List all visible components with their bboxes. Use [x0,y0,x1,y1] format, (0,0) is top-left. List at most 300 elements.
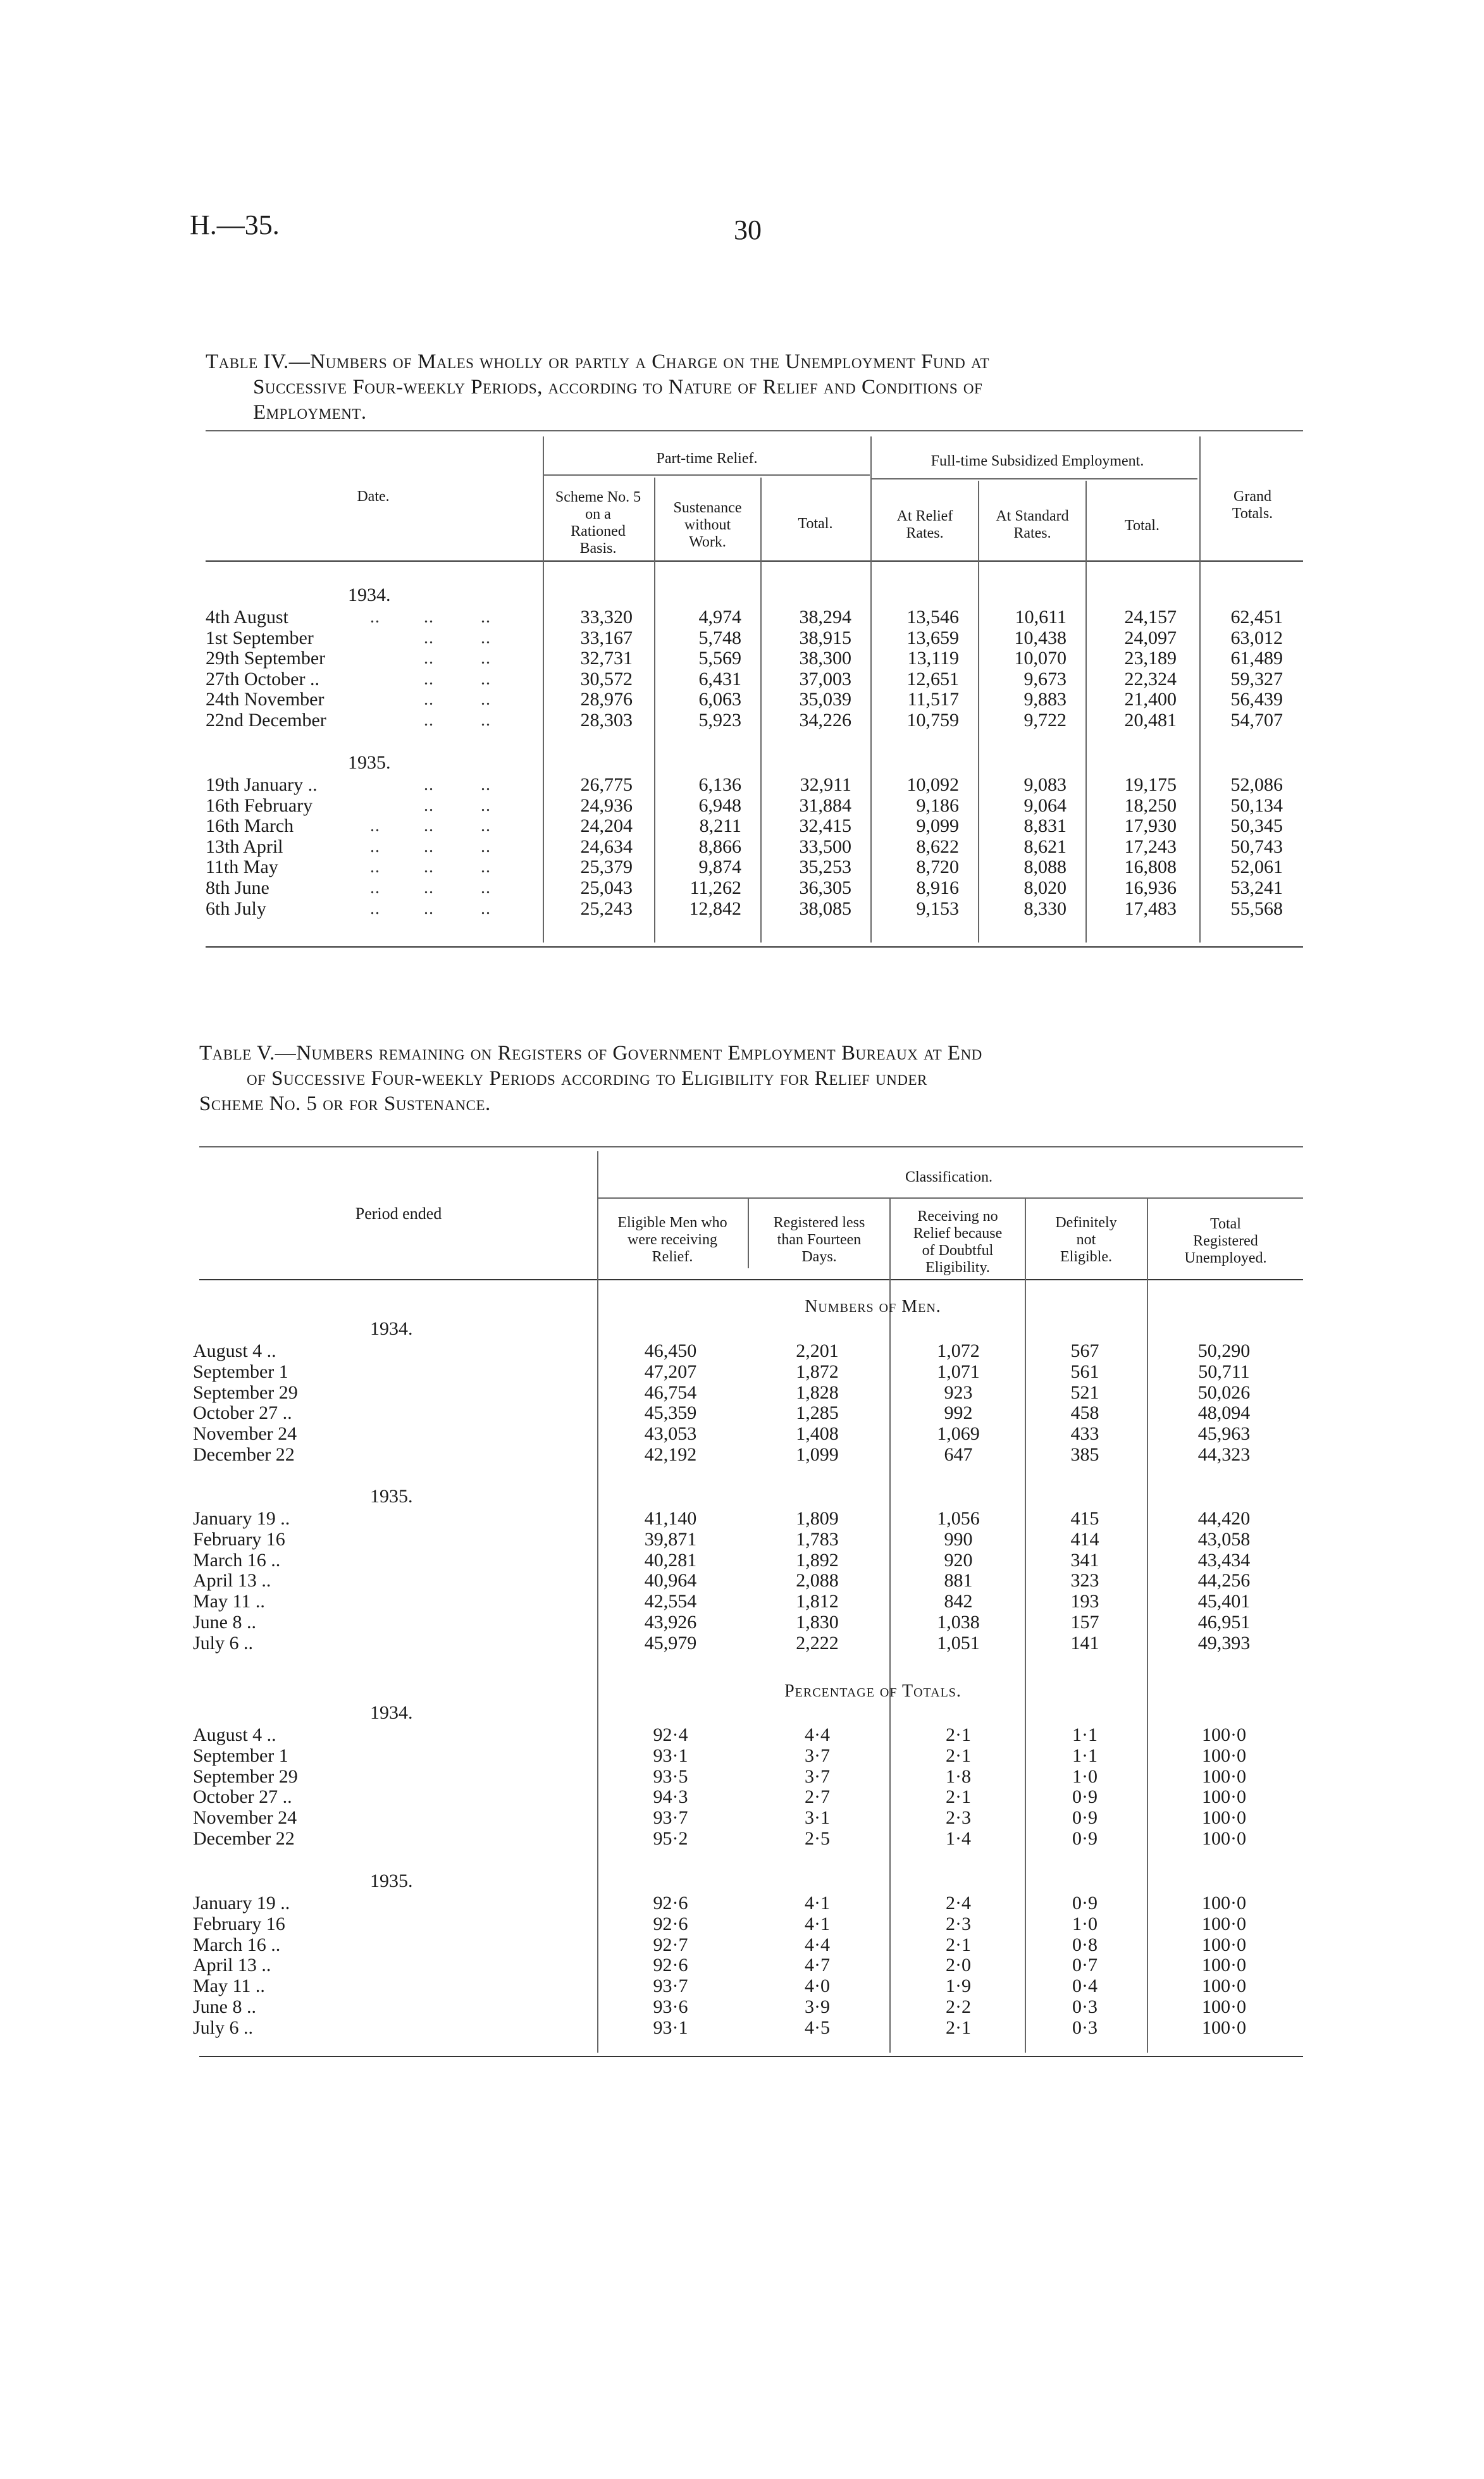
table4-cell: 12,651 [906,668,959,689]
table4-cell: 10,759 [906,710,959,731]
table4-cell: 33,320 [580,607,633,627]
table4-header-rule [206,560,1303,562]
table4-cell: 6,136 [698,774,741,795]
table4-row-leader: .. [424,775,434,794]
table4-cell: 61,489 [1230,648,1283,669]
table5-cell: 45,359 [644,1402,697,1424]
table5-cell: 2·5 [805,1828,830,1849]
table4-row-date: 16th February [206,794,313,816]
table5-cell: 92·6 [653,1913,688,1934]
table4-cell: 11,262 [689,877,741,898]
table4-cell: 8,831 [1023,815,1067,837]
table5-cell: 39,871 [644,1528,697,1550]
table4-cell: 62,451 [1230,607,1283,627]
table5-cell: 4·4 [805,1934,830,1955]
table4-header-relief-rates: At Relief Rates. [896,508,953,541]
table5-cell: 0·9 [1072,1893,1098,1913]
table5-cell: 2·3 [946,1913,971,1934]
table4-row-date: 13th April [206,836,283,857]
table5-cell: 93·7 [653,1975,688,1997]
table4-cell: 25,243 [580,898,633,919]
table5-cell: 43,926 [644,1612,697,1633]
table5-cell: 0·7 [1072,1955,1098,1976]
table5-cell: 43,058 [1197,1528,1251,1550]
table5-cell: 1,038 [937,1612,980,1633]
table5-row-period: September 1 [193,1745,288,1766]
table4-cell: 28,976 [580,689,633,710]
table5-cell: 43,053 [644,1423,697,1445]
table5-cell: 43,434 [1197,1549,1251,1571]
table5-cell: 1,051 [937,1632,980,1654]
table5-cell: 92·6 [653,1893,688,1913]
table5-row-period: September 1 [193,1361,288,1382]
table5-cell: 100·0 [1202,1765,1246,1787]
table4-header-date: Date. [357,488,390,505]
table5-cell: 100·0 [1202,2017,1246,2038]
table5-cell: 567 [1070,1340,1099,1361]
table5-cell: 1,783 [796,1528,839,1550]
table4-cell: 8,330 [1023,898,1067,919]
table5-row-period: May 11 .. [193,1975,265,1997]
table4-cell: 8,916 [916,877,959,898]
table5-row-period: September 29 [193,1382,298,1403]
table4-cell: 9,153 [916,898,959,919]
table5-cell: 1,872 [796,1361,839,1382]
table5-row-period: February 16 [193,1528,285,1550]
table5-row-period: July 6 .. [193,2017,254,2038]
table4-title: Table IV.—Numbers of Males wholly or partly a Charge on the Unemployment Fund at Successive Four-weekly Periods, according to Nature of Relief and Conditions of Employment. [206,350,990,424]
table5-cell: 42,554 [644,1591,697,1612]
table4-row-leader: .. [481,816,491,836]
table5-cell: 4·1 [805,1913,830,1934]
table5-cell: 0·4 [1072,1975,1098,1997]
table5-cell: 4·4 [805,1724,830,1745]
table4-row-date: 4th August [206,607,288,627]
table5-cell: 1·1 [1072,1745,1098,1766]
table5-cell: 842 [944,1591,973,1612]
table4-row-leader: .. [370,857,380,877]
table4-header-standard-rates: At Standard Rates. [996,508,1069,541]
table5-cell: 341 [1070,1549,1099,1571]
table4-cell: 25,379 [580,856,633,878]
table5-cell: 1,830 [796,1612,839,1633]
table5-cell: 2·3 [946,1807,971,1829]
table4-cell: 9,673 [1023,668,1067,689]
table4-cell: 17,483 [1124,898,1177,919]
table4-cell: 59,327 [1230,668,1283,689]
table5-cell: 458 [1070,1402,1099,1424]
table4-cell: 26,775 [580,774,633,795]
table5-cell: 920 [944,1549,973,1571]
table4-cell: 8,622 [916,836,959,857]
table4-cell: 13,659 [906,627,959,648]
table5-row-period: October 27 .. [193,1786,292,1808]
table5-cell: 4·0 [805,1975,830,1997]
table5-cell: 1,071 [937,1361,980,1382]
table5-cell: 41,140 [644,1508,697,1529]
table4-cell: 63,012 [1230,627,1283,648]
table4-cell: 54,707 [1230,710,1283,731]
table4-cell: 9,099 [916,815,959,837]
table5-vline-3 [889,1199,891,2053]
table5-cell: 1·1 [1072,1724,1098,1745]
table4-year-label: 1935. [348,752,391,773]
table5-row-period: August 4 .. [193,1340,276,1361]
table4-cell: 50,134 [1230,794,1283,816]
table4-cell: 19,175 [1124,774,1177,795]
table5-cell: 193 [1070,1591,1099,1612]
table4-cell: 8,720 [916,856,959,878]
table5-cell: 45,979 [644,1632,697,1654]
table4-row-date: 19th January .. [206,774,318,795]
table5-cell: 433 [1070,1423,1099,1445]
table4-cell: 8,621 [1023,836,1067,857]
table4-header-total1: Total. [798,516,833,532]
table4-cell: 13,546 [906,607,959,627]
table5-cell: 3·1 [805,1807,830,1829]
table4-row-leader: .. [424,795,434,815]
table5-cell: 44,256 [1197,1570,1251,1592]
table4-row-leader: .. [370,898,380,918]
table5-cell: 992 [944,1402,973,1424]
table4-cell: 55,568 [1230,898,1283,919]
table4-cell: 6,431 [698,668,741,689]
table5-top-rule [199,1146,1303,1147]
table5-cell: 323 [1070,1570,1099,1592]
table4-row-date: 29th September [206,648,326,669]
table4-cell: 11,517 [907,689,959,710]
table4-cell: 8,088 [1023,856,1067,878]
table5-cell: 414 [1070,1528,1099,1550]
table5-vline-5 [1147,1199,1148,2053]
table4-header-scheme5: Scheme No. 5 on a Rationed Basis. [555,489,641,557]
table4-cell: 4,974 [698,607,741,627]
table5-cell: 2,088 [796,1570,839,1592]
table5-cell: 49,393 [1197,1632,1251,1654]
table5-cell: 93·1 [653,1745,688,1766]
table5-year-label: 1935. [370,1486,413,1507]
table4-cell: 35,039 [799,689,851,710]
table5-cell: 93·6 [653,1996,688,2017]
table4-cell: 31,884 [799,794,851,816]
table5-cell: 923 [944,1382,973,1403]
table5-cell: 45,963 [1197,1423,1251,1445]
table4-row-date: 27th October .. [206,668,319,689]
table4-cell: 38,915 [799,627,851,648]
table5-cell: 44,420 [1197,1508,1251,1529]
table4-row-leader: .. [424,607,434,627]
table5-row-period: July 6 .. [193,1632,254,1654]
table4-row-date: 8th June [206,877,269,898]
table4-top-rule [206,430,1303,431]
table4-cell: 50,345 [1230,815,1283,837]
table5-year-label: 1935. [370,1870,413,1891]
table4-cell: 20,481 [1124,710,1177,731]
table5-vline-4 [1025,1199,1026,2053]
table4-cell: 9,874 [698,856,741,878]
table4-cell: 17,930 [1124,815,1177,837]
table5-section-title: Numbers of Men. [805,1297,941,1316]
table4-cell: 10,438 [1014,627,1067,648]
table4-cell: 9,186 [916,794,959,816]
table4-rule-full-time [872,478,1197,479]
table5-cell: 2·1 [946,1724,971,1745]
table5-cell: 100·0 [1202,1955,1246,1976]
table4-cell: 17,243 [1124,836,1177,857]
table4-cell: 50,743 [1230,836,1283,857]
table5-cell: 100·0 [1202,1893,1246,1913]
table5-cell: 3·7 [805,1765,830,1787]
table5-cell: 4·1 [805,1893,830,1913]
table5-cell: 93·7 [653,1807,688,1829]
table4-cell: 5,569 [698,648,741,669]
table5-cell: 647 [944,1444,973,1465]
table4-row-leader: .. [424,857,434,877]
table4-cell: 33,167 [580,627,633,648]
table4-cell: 25,043 [580,877,633,898]
table5-cell: 1,812 [796,1591,839,1612]
table5-row-period: March 16 .. [193,1934,281,1955]
table4-cell: 8,211 [699,815,741,837]
table5-header-rule [199,1279,1303,1280]
table4-cell: 5,923 [698,710,741,731]
table5-cell: 2·1 [946,1745,971,1766]
table5-cell: 1·8 [946,1765,971,1787]
table5-row-period: November 24 [193,1423,297,1445]
table4-cell: 24,634 [580,836,633,857]
table4-cell: 24,097 [1124,627,1177,648]
table4-cell: 12,842 [689,898,741,919]
table5-cell: 93·1 [653,2017,688,2038]
table5-cell: 1,072 [937,1340,980,1361]
table5-cell: 45,401 [1197,1591,1251,1612]
table4-cell: 38,085 [799,898,851,919]
table5-cell: 521 [1070,1382,1099,1403]
table4-row-leader: .. [424,648,434,669]
table4-row-date: 22nd December [206,710,326,731]
table5-cell: 40,281 [644,1549,697,1571]
table4-cell: 16,936 [1124,877,1177,898]
table5-cell: 4·5 [805,2017,830,2038]
table4-cell: 52,086 [1230,774,1283,795]
table4-bottom-rule [206,946,1303,948]
table4-cell: 30,572 [580,668,633,689]
table5-row-period: January 19 .. [193,1893,290,1913]
table5-cell: 141 [1070,1632,1099,1654]
table4-cell: 8,020 [1023,877,1067,898]
table4-cell: 10,611 [1015,607,1067,627]
table4-cell: 9,064 [1023,794,1067,816]
table4-row-date: 24th November [206,689,325,710]
table5-rule-classification [598,1197,1303,1199]
table5-cell: 4·7 [805,1955,830,1976]
table5-cell: 2·1 [946,2017,971,2038]
table4-row-leader: .. [481,607,491,627]
table5-cell: 0·9 [1072,1807,1098,1829]
table5-row-period: May 11 .. [193,1591,265,1612]
table5-cell: 100·0 [1202,1724,1246,1745]
table5-cell: 47,207 [644,1361,697,1382]
table5-cell: 1,099 [796,1444,839,1465]
table5-cell: 100·0 [1202,1934,1246,1955]
table5-cell: 2,222 [796,1632,839,1654]
table4-header-grand: Grand Totals. [1232,488,1273,522]
table5-cell: 0·9 [1072,1786,1098,1808]
table5-row-period: February 16 [193,1913,285,1934]
table4-cell: 37,003 [799,668,851,689]
table5-cell: 50,290 [1197,1340,1251,1361]
table4-row-leader: .. [424,836,434,856]
table4-row-leader: .. [481,669,491,689]
table4-header-full-time: Full-time Subsidized Employment. [931,453,1144,469]
table5-year-label: 1934. [370,1702,413,1723]
table4-cell: 38,294 [799,607,851,627]
table5-cell: 1,056 [937,1508,980,1529]
table4-cell: 16,808 [1124,856,1177,878]
table5-cell: 50,026 [1197,1382,1251,1403]
table5-cell: 92·4 [653,1724,688,1745]
table5-year-label: 1934. [370,1318,413,1339]
page-number: 30 [734,214,762,245]
table5-cell: 0·8 [1072,1934,1098,1955]
table5-row-period: March 16 .. [193,1549,281,1571]
table5-row-period: June 8 .. [193,1996,256,2017]
table4-cell: 24,936 [580,794,633,816]
table4-header-sustenance: Sustenance without Work. [673,500,742,550]
table5-row-period: December 22 [193,1444,295,1465]
table4-row-leader: .. [481,878,491,898]
table5-cell: 48,094 [1197,1402,1251,1424]
table5-cell: 2·0 [946,1955,971,1976]
table5-row-period: June 8 .. [193,1612,256,1633]
table5-row-period: September 29 [193,1765,298,1787]
table5-cell: 42,192 [644,1444,697,1465]
table5-row-period: April 13 .. [193,1955,271,1976]
table4-rule-part-time [544,474,870,476]
table5-header-classification: Classification. [905,1169,992,1185]
table4-row-leader: .. [424,627,434,648]
table4-cell: 23,189 [1124,648,1177,669]
table5-row-period: October 27 .. [193,1402,292,1424]
table4-cell: 9,083 [1023,774,1067,795]
table5-row-period: August 4 .. [193,1724,276,1745]
table4-row-leader: .. [481,795,491,815]
table4-cell: 32,415 [799,815,851,837]
table5-header-period: Period ended [355,1204,442,1223]
table4-row-leader: .. [424,710,434,730]
table5-cell: 157 [1070,1612,1099,1633]
table5-title: Table V.—Numbers remaining on Registers of Government Employment Bureaux at End of Successive Four-weekly Periods according to Eligibility for Relief under Scheme No. 5 or for Sustenance. [199,1042,982,1115]
table5-cell: 415 [1070,1508,1099,1529]
table5-row-period: January 19 .. [193,1508,290,1529]
table4-row-leader: .. [424,689,434,710]
table5-cell: 385 [1070,1444,1099,1465]
table4-row-leader: .. [370,878,380,898]
table4-row-date: 16th March [206,815,294,837]
table5-cell: 46,450 [644,1340,697,1361]
table5-cell: 1·0 [1072,1913,1098,1934]
table5-cell: 561 [1070,1361,1099,1382]
table4-row-leader: .. [424,898,434,918]
table5-cell: 1,828 [796,1382,839,1403]
table5-cell: 0·9 [1072,1828,1098,1849]
table4-cell: 28,303 [580,710,633,731]
table4-cell: 18,250 [1124,794,1177,816]
table5-cell: 100·0 [1202,1786,1246,1808]
table5-cell: 100·0 [1202,1828,1246,1849]
table4-row-leader: .. [481,648,491,669]
table4-cell: 24,157 [1124,607,1177,627]
table5-cell: 881 [944,1570,973,1592]
table5-cell: 100·0 [1202,1913,1246,1934]
table5-cell: 2·7 [805,1786,830,1808]
table4-row-leader: .. [481,775,491,794]
table5-cell: 46,754 [644,1382,697,1403]
table4-row-leader: .. [481,898,491,918]
table4-cell: 35,253 [799,856,851,878]
table5-cell: 2·1 [946,1934,971,1955]
table4-row-leader: .. [370,607,380,627]
table5-cell: 1·4 [946,1828,971,1849]
table5-header-definitely: Definitely not Eligible. [1055,1215,1117,1265]
table5-row-period: April 13 .. [193,1570,271,1592]
table4-cell: 10,092 [906,774,959,795]
table4-cell: 52,061 [1230,856,1283,878]
table4-cell: 9,722 [1023,710,1067,731]
table4-cell: 10,070 [1014,648,1067,669]
table5-header-eligible: Eligible Men who were receiving Relief. [617,1215,727,1265]
table5-cell: 0·3 [1072,1996,1098,2017]
table4-cell: 53,241 [1230,877,1283,898]
table4-row-date: 6th July [206,898,266,919]
table5-cell: 1,069 [937,1423,980,1445]
table5-cell: 1·9 [946,1975,971,1997]
table4-year-label: 1934. [348,584,391,605]
table5-row-period: December 22 [193,1828,295,1849]
table5-cell: 3·9 [805,1996,830,2017]
table4-cell: 6,063 [698,689,741,710]
table5-cell: 93·5 [653,1765,688,1787]
table4-cell: 38,300 [799,648,851,669]
table4-row-leader: .. [481,836,491,856]
table5-cell: 94·3 [653,1786,688,1808]
table5-cell: 1,408 [796,1423,839,1445]
table4-header-part-time: Part-time Relief. [656,450,758,467]
table5-cell: 2·1 [946,1786,971,1808]
table4-cell: 33,500 [799,836,851,857]
table5-cell: 100·0 [1202,1745,1246,1766]
table5-cell: 3·7 [805,1745,830,1766]
table4-row-leader: .. [481,627,491,648]
table5-bottom-rule [199,2056,1303,2057]
table5-cell: 50,711 [1198,1361,1250,1382]
table5-cell: 100·0 [1202,1996,1246,2017]
table4-cell: 9,883 [1023,689,1067,710]
table4-cell: 32,911 [800,774,851,795]
table4-cell: 24,204 [580,815,633,837]
table4-cell: 8,866 [698,836,741,857]
table5-header-total: Total Registered Unemployed. [1184,1216,1267,1266]
table4-cell: 34,226 [799,710,851,731]
table5-cell: 990 [944,1528,973,1550]
table5-header-registered: Registered less than Fourteen Days. [773,1215,865,1265]
table4-cell: 6,948 [698,794,741,816]
table5-cell: 2·4 [946,1893,971,1913]
table4-row-leader: .. [481,710,491,730]
table4-cell: 22,324 [1124,668,1177,689]
table5-cell: 40,964 [644,1570,697,1592]
table4-row-leader: .. [481,857,491,877]
